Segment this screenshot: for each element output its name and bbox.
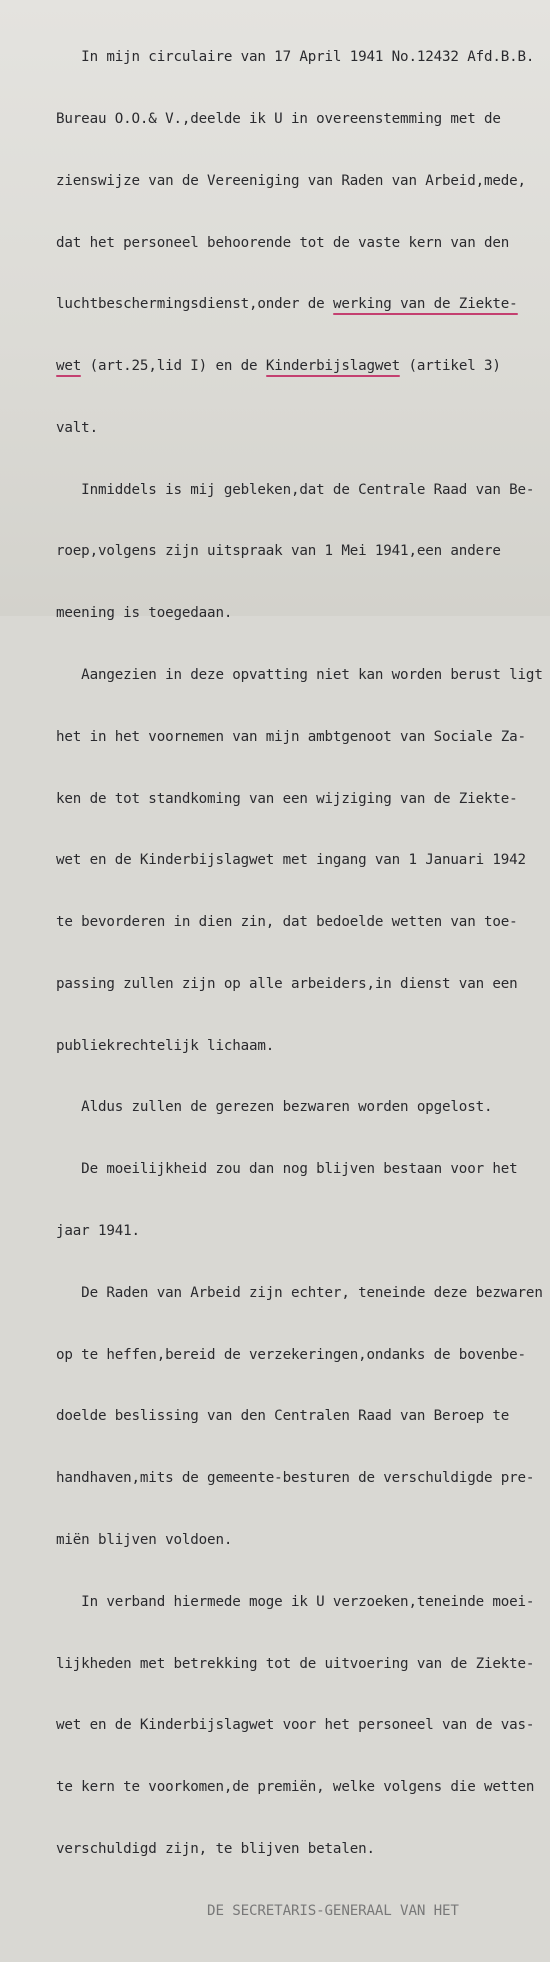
text-line: wet en de Kinderbijslagwet voor het personeel van de vas-	[56, 1717, 535, 1734]
text-line	[56, 356, 546, 377]
text-line: In verband hiermede moge ik U verzoeken,teneinde moei-	[56, 1593, 535, 1610]
document-body	[56, 6, 546, 1962]
underlined-text: werking van de Ziekte-	[332, 296, 518, 313]
underlined-text: wet	[56, 358, 82, 375]
text-line: wet en de Kinderbijslagwet met ingang van 1 Januari 1942	[56, 852, 526, 869]
text-line: het in het voornemen van mijn ambtgenoot van Sociale Za-	[56, 728, 526, 745]
text-line: Aldus zullen de gerezen bezwaren worden opgelost.	[56, 1099, 493, 1116]
text-line: miën blijven voldoen.	[56, 1531, 233, 1548]
text-line	[56, 294, 546, 315]
text-line: handhaven,mits de gemeente-besturen de verschuldigde pre-	[56, 1470, 535, 1487]
text-line: dat het personeel behoorende tot de vaste kern van den	[56, 234, 510, 251]
text-line: meening is toegedaan.	[56, 605, 233, 622]
text-line: De moeilijkheid zou dan nog blijven bestaan voor het	[56, 1161, 518, 1178]
text-line: Aangezien in deze opvatting niet kan worden berust ligt	[56, 667, 543, 683]
text-line: verschuldigd zijn, te blijven betalen.	[56, 1840, 375, 1857]
text-segment: (art.25,lid I) en de	[81, 358, 266, 375]
text-line: te bevorderen in dien zin, dat bedoelde wetten van toe-	[56, 914, 518, 931]
text-line: zienswijze van de Vereeniging van Raden van Arbeid,mede,	[56, 172, 526, 189]
text-line: Bureau O.O.& V.,deelde ik U in overeenstemming met de	[56, 110, 501, 127]
underlined-text: Kinderbijslagwet	[265, 358, 401, 375]
text-line: valt.	[56, 419, 98, 436]
text-line: passing zullen zijn op alle arbeiders,in dienst van een	[56, 975, 518, 992]
text-line: ken de tot standkoming van een wijziging van de Ziekte-	[56, 790, 518, 807]
text-line: roep,volgens zijn uitspraak van 1 Mei 1941,een andere	[56, 543, 501, 560]
text-line: publiekrechtelijk lichaam.	[56, 1037, 275, 1054]
text-line: op te heffen,bereid de verzekeringen,ondanks de bovenbe-	[56, 1346, 526, 1363]
text-segment: (artikel 3)	[400, 358, 501, 375]
text-segment: luchtbeschermingsdienst,onder de	[56, 296, 333, 313]
text-line: Inmiddels is mij gebleken,dat de Centrale Raad van Be-	[56, 481, 535, 498]
text-line: De Raden van Arbeid zijn echter, teneinde deze bezwaren	[56, 1284, 543, 1301]
signature-heading: DE SECRETARIS-GENERAAL VAN HET	[56, 1902, 459, 1919]
text-line: lijkheden met betrekking tot de uitvoering van de Ziekte-	[56, 1655, 535, 1672]
text-line: jaar 1941.	[56, 1223, 140, 1240]
text-line: doelde beslissing van den Centralen Raad van Beroep te	[56, 1408, 510, 1425]
text-line: te kern te voorkomen,de premiën, welke volgens die wetten	[56, 1779, 535, 1796]
text-line: In mijn circulaire van 17 April 1941 No.12432 Afd.B.B.	[56, 49, 535, 66]
